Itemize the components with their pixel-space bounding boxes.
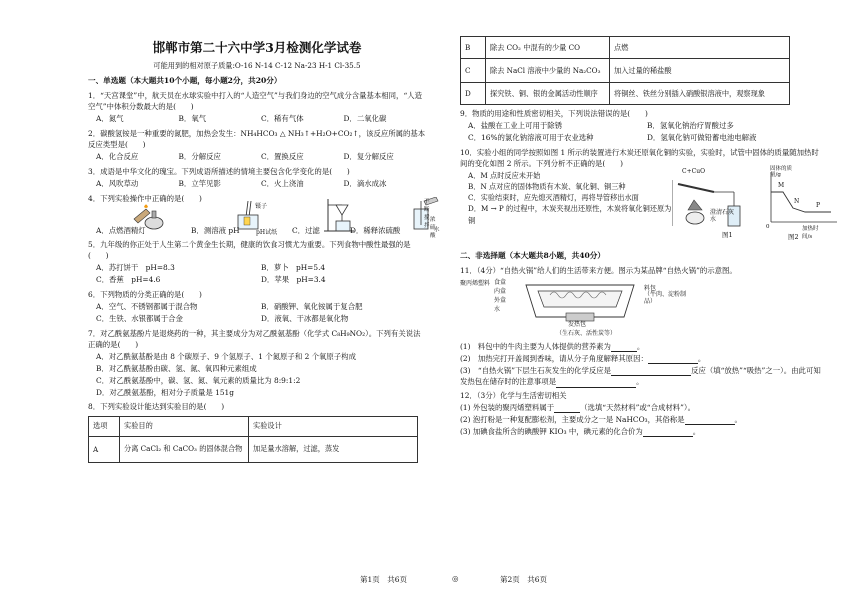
table-row (89, 436, 418, 462)
question-1-options (88, 113, 426, 125)
question-7 (88, 328, 426, 350)
option-a: A．空气、不锈钢都属于混合物 (96, 302, 198, 312)
option-b: B．氢氧化钠治疗胃酸过多 (647, 121, 734, 131)
option-d: D．氢氧化钠可做铅蓄电池电解液 (647, 132, 757, 142)
x-axis-label: 加热时间/s (802, 226, 819, 241)
option-d: D．M → P 的过程中，木炭夹视出还原性，木炭将氧化铜还原为铜 (468, 204, 672, 225)
table-cell: A (89, 436, 120, 462)
section-2-heading: 二、非选择题（本大题共8小题，共40分） (460, 251, 605, 261)
table-row (461, 83, 790, 105)
answer-blank[interactable] (685, 416, 735, 425)
pp-plastic-label: 聚丙烯塑料 (460, 280, 491, 288)
option-b: B．分解反应 (178, 152, 221, 162)
table-cell: B (461, 37, 486, 59)
question-11-part-2: (2) 加热完打开盖闻到香味，请从分子角度解释其原因： 。 (460, 354, 706, 364)
answer-blank[interactable] (643, 428, 693, 437)
outer-box-label: 外盒 (494, 297, 507, 305)
section-1-heading: 一、单选题（本大题共10个小题，每小题2分，共20分） (88, 76, 282, 85)
question-2 (88, 128, 426, 150)
answer-blank[interactable] (611, 343, 637, 352)
question-10-options (460, 170, 673, 226)
option-d: D．滴水成冰 (343, 179, 387, 189)
ingredient-contents-label: （牛肉、淀粉制品） (644, 291, 687, 306)
question-3-stem: 3．成语是中华文化的瑰宝。下列成语所描述的情境主要包含化学变化的是( ) (88, 167, 350, 177)
question-12-stem: 12．（3分）化学与生活密切相关 (460, 390, 567, 400)
table-cell: 分离 CaCl₂ 和 CaCO₃ 的固体混合物 (120, 436, 249, 462)
option-c: C．对乙酰氨基酚中，碳、氢、氮、氧元素的质量比为 8:9:1:2 (96, 375, 301, 385)
table-cell: 点燃 (610, 37, 790, 59)
option-a: A．氮气 (96, 114, 124, 124)
center-mark: ◎ (452, 574, 459, 583)
hotpot-diagram (460, 277, 826, 337)
table-header: 实验目的 (120, 416, 249, 436)
page-2-footer: 第2页 共6页 (500, 575, 548, 584)
option-d: D．复分解反应 (343, 152, 394, 162)
tweezers-label: 镊子 (255, 203, 268, 211)
exam-title: 邯郸市第二十六中学3月检测化学试卷 (152, 40, 362, 55)
question-12 (460, 390, 826, 401)
table-cell: 加入过量的稀盐酸 (610, 59, 790, 83)
question-1 (88, 90, 426, 112)
question-2-options (88, 151, 426, 163)
q11-part-3-text: (3) “自热火锅”下层生石灰发生的化学反应是 (460, 366, 612, 376)
table-header-row (89, 416, 418, 436)
option-b: B．N 点对应的固体物质有木炭、氧化铜、铜三种 (468, 182, 626, 192)
q12-part-1-text: (1) 外包装的聚丙烯塑料属于 (460, 402, 555, 412)
option-a: A．化合反应 (96, 152, 139, 162)
table-cell: 加足量水溶解，过滤，蒸发 (249, 436, 418, 462)
question-10-body (460, 166, 826, 248)
question-4-stem: 4．下列实验操作中正确的是( ) (88, 194, 202, 204)
question-11-part-3: (3) “自热火锅”下层生石灰发生的化学反应是 反应（填“放热”“吸热”之一）。由此可知发热包在储存时的注意事项是 。 (460, 366, 821, 387)
option-a: A．风吹草动 (96, 179, 139, 189)
option-b: B．对乙酰氨基酚由碳、氢、氮、氧四种元素组成 (96, 363, 257, 373)
conc-acid-label: 浓硫酸 (430, 217, 436, 240)
limewater-label: 澄清石灰水 (710, 209, 735, 223)
figure-1-caption: 图1 (722, 231, 733, 240)
question-12-part-3: (3) 加碘食盐所含的碘酸钾 KIO₃ 中，碘元素的化合价为 。 (460, 426, 701, 436)
option-b: B．测溶液 pH (191, 226, 240, 236)
option-a: A．对乙酰氨基酚是由 8 个碳原子、9 个氢原子、1 个氮原子和 2 个氧原子构成 (96, 352, 356, 362)
page-1-footer: 第1页 共6页 (360, 575, 408, 584)
option-b: B．立竿见影 (178, 179, 221, 189)
food-box-label: 食盒 (494, 279, 507, 287)
heating-pack-label: 发热包 (568, 321, 587, 329)
ingredient-pack-label: 料包 (644, 285, 657, 293)
water-label: 水 (434, 227, 440, 234)
point-p-label: P (816, 202, 821, 210)
question-6-options (88, 301, 426, 325)
option-a: A．苏打饼干 pH=8.3 (96, 263, 175, 273)
ph-paper-label: pH试纸 (256, 229, 278, 237)
question-1-stem: 1．“天宫课堂”中，航天员在水球实验中打入的“人造空气”与我们身边的空气成分含量基本相同，“人造空气”中体积分数最大的是( ) (88, 91, 423, 112)
point-n-label: N (794, 198, 800, 206)
option-c: C．生铁、水银都属于合金 (96, 314, 183, 324)
question-12-part-1 (460, 402, 826, 413)
question-8-table (88, 416, 418, 463)
question-9-options (460, 120, 826, 144)
table-cell: 除去 CO₂ 中混有的少量 CO (486, 37, 610, 59)
table-header: 选项 (89, 416, 120, 436)
question-5-stem: 5．九年级的你正处于人生第二个黄金生长期，健康的饮食习惯尤为重要。下列食物中酸性最强的是( ) (88, 240, 411, 261)
table-cell: D (461, 83, 486, 105)
question-3 (88, 166, 426, 177)
inner-box-label: 内盒 (494, 288, 507, 296)
q11-part-2-text: (2) 加热完打开盖闻到香味，请从分子角度解释其原因： (460, 354, 648, 364)
option-d: D．稀释浓硫酸 (350, 226, 401, 236)
question-7-options (88, 351, 426, 398)
question-5 (88, 239, 426, 261)
answer-blank[interactable] (611, 367, 691, 376)
question-6 (88, 289, 426, 300)
q12-part-2-text: (2) 泡打粉是一种复配膨松剂，主要成分之一是 NaHCO₃，其俗称是 (460, 414, 685, 424)
question-7-stem: 7．对乙酰氨基酚片是退烧药的一种，其主要成分为对乙酰氨基酚（化学式 C₈H₉NO₂）。下列有关说法正确的是( ) (88, 328, 421, 349)
question-9 (460, 108, 826, 119)
option-a: A．盐酸在工业上可用于除锈 (468, 121, 563, 131)
carbon-reduction-apparatus-figure (672, 170, 752, 240)
table-cell: 探究铁、铜、银的金属活动性顺序 (486, 83, 610, 105)
option-b: B．氧气 (178, 114, 207, 124)
figure-2-caption: 图2 (788, 233, 799, 242)
question-5-options (88, 262, 426, 286)
question-8-stem: 8．下列实验设计能达到实验目的是( ) (88, 402, 225, 412)
question-11 (460, 265, 826, 276)
option-a: A．点燃酒精灯 (96, 226, 146, 236)
option-d: D．苹果 pH=3.4 (261, 275, 326, 285)
relative-mass-info: 可能用到的相对原子质量:O-16 N-14 C-12 Na-23 H-1 Cl-35.5 (153, 61, 361, 70)
question-2-stem: 2．碳酸氢铵是一种重要的氮肥，加热会发生：NH₄HCO₃ △ NH₃↑+H₂O+CO₂↑，该反应所属的基本反应类型是( ) (88, 129, 426, 150)
option-d: D．二氧化碳 (343, 114, 387, 124)
question-3-options (88, 178, 426, 190)
question-10-stem: 10．实验小组的同学按照如图 1 所示的装置进行木炭还原氧化铜的实验，实验时，试管中固体的质量随加热时间的变化如图 2 所示。下列分析不正确的是( ) (460, 147, 819, 168)
heating-pack-contents-label: （生石灰、活性炭等） (556, 330, 617, 338)
option-b: B．萝卜 pH=5.4 (261, 263, 326, 273)
option-c: C．实验结束时，应先熄灭酒精灯，再将导管移出水面 (468, 193, 639, 203)
y-axis-label: 固体的质量/g (770, 166, 793, 179)
option-b: B．硝酸钾、氧化铵属于复合肥 (261, 302, 363, 312)
option-d: D．液氧、干冰都是氧化物 (261, 314, 349, 324)
question-8 (88, 401, 426, 412)
origin-label: 0 (766, 224, 770, 231)
q12-part-3-text: (3) 加碘食盐所含的碘酸钾 KIO₃ 中，碘元素的化合价为 (460, 426, 643, 436)
table-cell: 将铜丝、铁丝分别插入硝酸银溶液中，观察现象 (610, 83, 790, 105)
answer-blank[interactable] (554, 404, 580, 413)
option-c: C．16%的氯化钠溶液可用于农业选种 (468, 132, 594, 142)
question-6-stem: 6．下列物质的分类正确的是( ) (88, 290, 202, 300)
table-cell: 除去 NaCl 溶液中少量的 Na₂CO₃ (486, 59, 610, 83)
q11-part-1-text: (1) 料包中的牛肉主要为人体提供的营养素为 (460, 342, 611, 352)
mass-time-graph (765, 170, 840, 230)
page-right (440, 0, 860, 608)
answer-blank[interactable] (556, 379, 636, 388)
question-11-stem: 11．（4分）“自热火锅”给人们的生活带来方便。图示为某品牌“自热火锅”的示意图。 (460, 266, 737, 276)
point-m-label: M (778, 182, 785, 190)
option-c: C．置换反应 (261, 152, 304, 162)
c-cuo-label: C+CuO (682, 168, 705, 176)
option-d: D．对乙酰氨基酚，相对分子质量是 151g (96, 387, 234, 397)
q11-part-3-text-cont: 反应（填“放热”“吸热”之一）。由此可知发热包在储存时的注意事项是 (460, 366, 821, 387)
table-row (461, 59, 790, 83)
table-row (461, 37, 790, 59)
q12-part-1-text-cont: （选填“天然材料”或“合成材料”）。 (580, 402, 696, 412)
question-12-part-2: (2) 泡打粉是一种复配膨松剂，主要成分之一是 NaHCO₃，其俗称是 。 (460, 414, 742, 424)
option-c: C．过滤 (292, 226, 320, 236)
option-c: C．香蕉 pH=4.6 (96, 275, 161, 285)
answer-blank[interactable] (648, 355, 698, 364)
option-c: C．稀有气体 (261, 114, 304, 124)
question-8-table-continued (460, 36, 790, 105)
option-c: C．火上浇油 (261, 179, 304, 189)
question-11-part-1: (1) 料包中的牛肉主要为人体提供的营养素为 。 (460, 342, 645, 352)
question-9-stem: 9．物质的用途和性质密切相关，下列说法错误的是( ) (460, 109, 648, 118)
option-a: A．M 点时反应未开始 (468, 171, 541, 181)
water-label: 水 (494, 306, 501, 314)
table-header: 实验设计 (249, 416, 418, 436)
stirring-label: 不断搅拌 (424, 199, 430, 230)
table-cell: C (461, 59, 486, 83)
